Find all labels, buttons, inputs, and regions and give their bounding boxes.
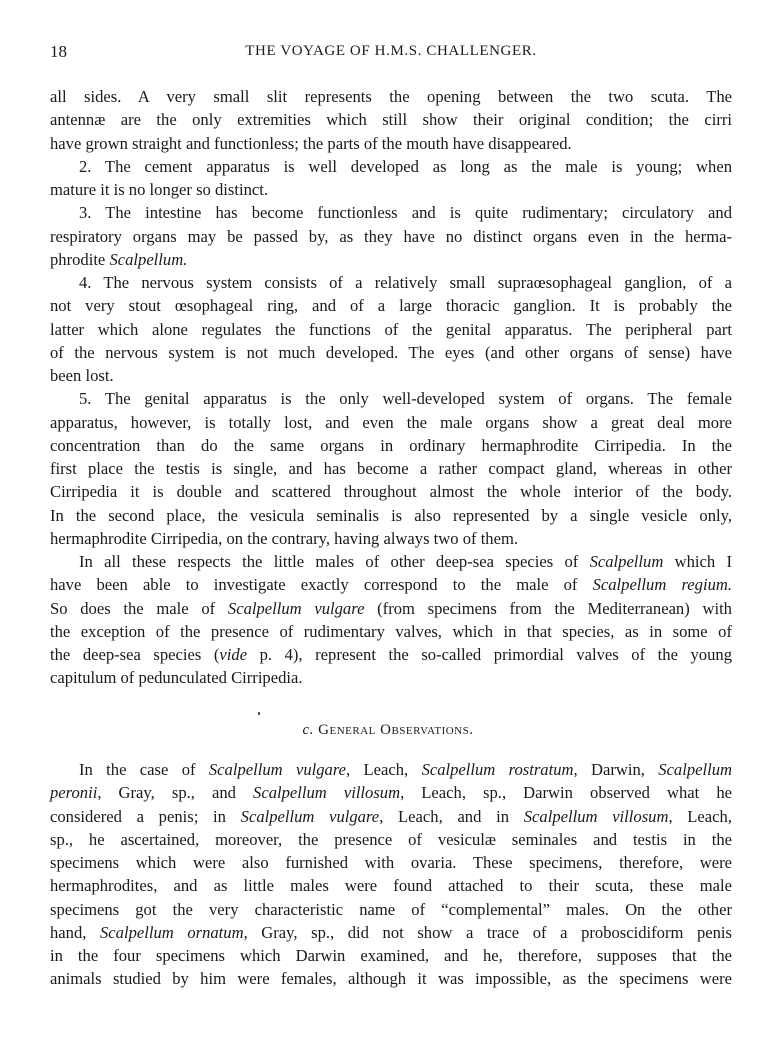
text-run: capitulum of pedunculated Cirripedia. <box>50 668 303 688</box>
text-line <box>50 504 732 527</box>
italic-run: Scalpellum <box>589 552 664 571</box>
italic-run: Scalpellum regium. <box>592 575 732 595</box>
text-run: not very stout œsophageal ring, and of a large thoracic ganglion. It is probably the <box>50 296 732 316</box>
paragraph <box>50 271 732 387</box>
text-line <box>50 155 732 178</box>
text-line <box>50 666 732 689</box>
text-line <box>50 457 732 480</box>
text-run: of the nervous system is not much developed. The eyes (and other organs of sense) have <box>50 342 732 362</box>
text-run: apparatus, however, is totally lost, and even the male organs show a great deal more <box>50 412 732 432</box>
text-line <box>50 758 732 781</box>
italic-run: Scalpellum. <box>109 249 188 269</box>
text-line <box>50 318 732 341</box>
text-line <box>50 132 732 155</box>
text-line <box>50 781 732 804</box>
paragraph <box>50 550 732 690</box>
text-line <box>50 225 732 248</box>
paragraph <box>50 85 732 155</box>
text-line <box>50 108 732 131</box>
italic-run: Scalpellum vulgare <box>227 598 365 618</box>
paragraph <box>50 758 732 991</box>
text-run: sp., he ascertained, moreover, the presence of vesiculæ seminales and testis in the <box>50 829 732 849</box>
italic-run: Scalpellum villosum <box>523 806 669 826</box>
italic-run: Scalpellum vulgare <box>208 760 347 779</box>
paragraph <box>50 155 732 202</box>
text-line <box>50 271 732 294</box>
text-run: p. 4), represent the so-called primordial valves of the young <box>247 645 732 664</box>
text-run: Cirripedia it is double and scattered throughout almost the whole interior of the body. <box>50 482 732 502</box>
body-text-bottom <box>50 758 732 991</box>
text-run: latter which alone regulates the functions of the genital apparatus. The peripheral part <box>50 319 732 339</box>
text-line <box>50 178 732 201</box>
text-line <box>50 805 732 828</box>
text-line <box>50 85 732 108</box>
text-line <box>50 411 732 434</box>
text-run: all sides. A very small slit represents the opening between the two scuta. The <box>50 87 732 106</box>
page-number: 18 <box>50 42 67 61</box>
text-run: which I <box>663 552 732 571</box>
text-run: , Leach, <box>668 806 732 826</box>
text-run: , Leach, <box>346 760 422 779</box>
text-line <box>50 597 732 620</box>
text-line <box>50 620 732 643</box>
text-run: (from specimens from the Mediterranean) with <box>364 598 732 618</box>
text-run: respiratory organs may be passed by, as they have no distinct organs even in the herma- <box>50 226 732 246</box>
body-text-top <box>50 85 732 690</box>
running-title: THE VOYAGE OF H.M.S. CHALLENGER. <box>245 43 537 59</box>
text-run: , Darwin, <box>573 760 659 779</box>
text-line <box>50 364 732 387</box>
italic-run: Scalpellum ornatum <box>100 922 244 942</box>
text-run: hand, <box>50 922 100 942</box>
text-run: antennæ are the only extremities which still show their original condition; the cirri <box>50 110 732 130</box>
text-run: the deep-sea species ( <box>50 645 220 664</box>
running-head <box>50 42 732 64</box>
text-line <box>50 921 732 944</box>
text-line <box>50 480 732 503</box>
text-line <box>50 944 732 967</box>
text-line <box>50 341 732 364</box>
text-run: have grown straight and functionless; the parts of the mouth have disappeared. <box>50 133 572 153</box>
text-line <box>50 643 732 666</box>
text-run: 4. The nervous system consists of a relatively small supraœsophageal ganglion, of a <box>79 273 732 292</box>
text-run: animals studied by him were females, although it was impossible, as the specimens were <box>50 969 732 989</box>
text-run: in the four specimens which Darwin examined, and he, therefore, supposes that the <box>50 946 732 965</box>
text-line <box>50 828 732 851</box>
text-run: hermaphrodites, and as little males were found attached to their scuta, these male <box>50 876 732 896</box>
text-run: specimens got the very characteristic name of “complemental” males. On the other <box>50 899 732 919</box>
text-line <box>50 851 732 874</box>
text-run: concentration than do the same organs in ordinary hermaphrodite Cirripedia. In the <box>50 435 732 455</box>
text-line <box>50 527 732 550</box>
text-run: , Leach, and in <box>379 806 524 826</box>
italic-run: peronii <box>50 783 98 803</box>
italic-run: Scalpellum rostratum <box>421 760 574 779</box>
italic-run: vide <box>219 645 248 664</box>
text-line <box>50 201 732 224</box>
text-run: 3. The intestine has become functionless and is quite rudimentary; circulatory and <box>79 203 732 223</box>
text-run: the exception of the presence of rudimentary valves, which in that species, as in some of <box>50 621 732 641</box>
text-run: So does the male of <box>50 598 228 618</box>
text-line <box>50 573 732 596</box>
paragraph <box>50 201 732 271</box>
text-run: In the case of <box>79 760 209 779</box>
text-run: , Gray, sp., and <box>97 783 254 803</box>
text-run: specimens which were also furnished with ovaria. These specimens, therefore, were <box>50 853 732 872</box>
italic-run: Scalpellum villosum <box>253 783 401 803</box>
text-run: mature it is no longer so distinct. <box>50 180 268 199</box>
text-run: considered a penis; in <box>50 806 241 826</box>
italic-run: Scalpellum vulgare <box>240 806 380 826</box>
print-speck <box>258 712 260 715</box>
text-line <box>50 550 732 573</box>
text-line <box>50 898 732 921</box>
text-line <box>50 967 732 990</box>
text-line <box>50 294 732 317</box>
text-run: In the second place, the vesicula seminalis is also represented by a single vesicle only, <box>50 505 732 525</box>
text-run: , Leach, sp., Darwin observed what he <box>400 783 732 803</box>
text-run: have been able to investigate exactly correspond to the male of <box>50 575 593 595</box>
text-run: hermaphrodite Cirripedia, on the contrary, having always two of them. <box>50 528 519 548</box>
text-run: , Gray, sp., did not show a trace of a proboscidiform penis <box>243 922 732 942</box>
text-line <box>50 874 732 897</box>
paragraph <box>50 387 732 550</box>
italic-run: Scalpellum <box>658 760 732 779</box>
section-title: General Observations. <box>318 722 474 738</box>
section-prefix: c. <box>302 722 314 738</box>
text-run: been lost. <box>50 366 114 385</box>
text-run: In all these respects the little males of other deep-sea species of <box>79 552 590 571</box>
text-run: 5. The genital apparatus is the only well-developed system of organs. The female <box>79 389 732 409</box>
text-line <box>50 434 732 457</box>
section-heading <box>0 722 776 739</box>
text-run: first place the testis is single, and has become a rather compact gland, whereas in other <box>50 459 732 478</box>
text-run: 2. The cement apparatus is well developed as long as the male is young; when <box>79 156 732 176</box>
text-line <box>50 248 732 271</box>
text-line <box>50 387 732 410</box>
text-run: phrodite <box>50 249 110 269</box>
